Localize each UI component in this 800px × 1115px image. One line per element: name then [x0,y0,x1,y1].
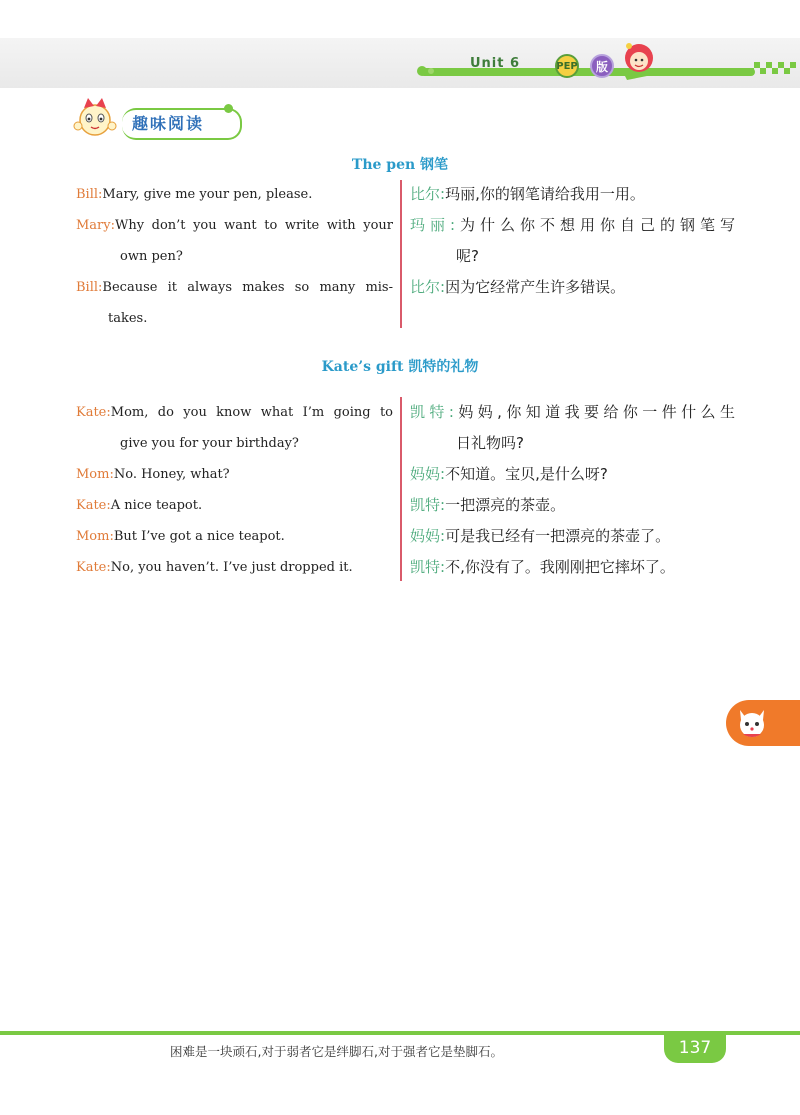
dialog-text: Why don’t you want to write with your [115,218,393,233]
speaker-colon: : [110,218,116,233]
dialog-line [410,490,735,521]
dialog-text: 玛丽,你的钢笔请给我用一用。 [445,185,645,203]
speaker-colon: : [440,527,446,545]
dialog-line [410,521,735,552]
dialog-text: A nice teapot. [110,498,203,513]
speaker-name: 凯特 [410,558,441,576]
story2-title: Kate’s gift 凯特的礼物 [321,359,479,375]
speaker-colon: : [109,529,114,544]
speaker-name: 凯特 [410,496,441,514]
speaker-colon: : [440,558,446,576]
dialog-line [410,210,735,241]
fox-face-icon [735,706,769,740]
dialog-line [76,272,393,303]
dialog-line [76,521,393,552]
cat-mascot-icon [72,96,118,142]
speaker-name: 比尔 [410,278,441,296]
speaker-colon: : [448,403,454,421]
speaker-colon: : [106,498,111,513]
story1-chinese [410,179,735,303]
speaker-name: 妈妈 [410,527,441,545]
story2-divider [400,397,402,581]
dialog-line: give you for your birthday? [120,436,299,451]
speaker-name: Kate [76,405,107,420]
speaker-name: 玛丽 [410,216,450,234]
speaker-colon: : [440,278,446,296]
dialog-text: 为什么你不想用你自己的钢笔写 [455,216,735,234]
speaker-colon: : [106,560,111,575]
story1-english [76,179,393,334]
page-number: 137 [664,1033,726,1063]
dialog-line: 日礼物吗? [456,434,524,452]
section-dot [224,104,233,113]
dialog-text: 可是我已经有一把漂亮的茶壶了。 [445,527,671,545]
speaker-name: Mom [76,467,110,482]
speaker-colon: : [109,467,114,482]
dialog-line [76,552,393,583]
dialog-line: own pen? [120,249,183,264]
story1-divider [400,180,402,328]
dialog-text: 因为它经常产生许多错误。 [445,278,626,296]
dialog-text: Mom, do you know what I’m going to [110,405,393,420]
dialog-text: No. Honey, what? [113,467,230,482]
dialog-line [76,179,393,210]
dialog-line [410,459,735,490]
dialog-text: Because it always makes so many mis- [102,280,393,295]
dialog-line: takes. [108,311,148,326]
speaker-name: Bill [76,280,99,295]
speaker-name: Mom [76,529,110,544]
speaker-colon: : [106,405,111,420]
speaker-colon: : [440,465,446,483]
footer-quote: 困难是一块顽石,对于弱者它是绊脚石,对于强者它是垫脚石。 [170,1044,503,1059]
dialog-line [410,272,735,303]
dialog-line: 呢? [456,247,479,265]
story2-english [76,397,393,583]
speaker-name: 妈妈 [410,465,441,483]
speaker-colon: : [98,187,103,202]
dialog-line [410,179,735,210]
checker-pattern-icon [748,60,798,76]
dialog-text: 一把漂亮的茶壶。 [445,496,566,514]
dialog-text: Mary, give me your pen, please. [102,187,313,202]
unit-label: Unit 6 [470,56,521,71]
speaker-name: Bill [76,187,99,202]
speaker-colon: : [98,280,103,295]
edition-badge: 版 [590,54,614,78]
speaker-name: 凯特 [410,403,449,421]
speaker-colon: : [440,496,446,514]
speaker-name: Kate [76,498,107,513]
girl-mascot-icon [615,38,665,84]
story2-chinese [410,397,735,583]
dialog-line [410,552,735,583]
header-band [0,38,800,88]
dialog-text: No, you haven’t. I’ve just dropped it. [110,560,353,575]
speaker-name: Mary [76,218,111,233]
speaker-colon: : [450,216,456,234]
speaker-name: Kate [76,560,107,575]
dialog-text: 不,你没有了。我刚刚把它摔坏了。 [445,558,675,576]
dialog-line [76,210,393,241]
dialog-text: 妈妈,你知道我要给你一件什么生 [453,403,735,421]
dialog-text: But I’ve got a nice teapot. [113,529,285,544]
dialog-line [76,397,393,428]
pep-badge: PEP [555,54,579,78]
dialog-line [76,490,393,521]
speaker-colon: : [440,185,446,203]
dialog-line [410,397,735,428]
leaf-icon [416,64,436,78]
story1-title: The pen 钢笔 [351,157,449,173]
dialog-text: 不知道。宝贝,是什么呀? [445,465,608,483]
section-title: 趣味阅读 [132,114,205,133]
dialog-line [76,459,393,490]
speaker-name: 比尔 [410,185,441,203]
